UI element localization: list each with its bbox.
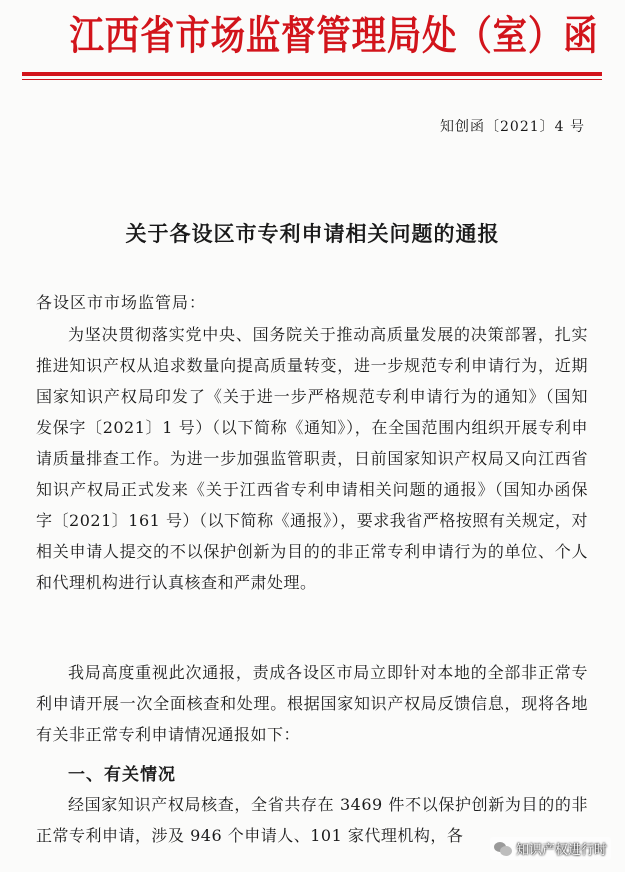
wechat-icon — [494, 842, 512, 856]
red-rule-thick — [22, 72, 602, 76]
addressee: 各设区市市场监管局： — [36, 293, 207, 312]
watermark-label: 知识产权进行时 — [515, 843, 607, 858]
watermark — [490, 837, 611, 860]
document-number: 知创函〔2021〕4 号 — [440, 119, 585, 135]
red-rule-thin — [22, 79, 602, 80]
paragraph-2: 我局高度重视此次通报，责成各设区市局立即针对本地的全部非正常专利申请开展一次全面核查和处理。根据国家知识产权局反馈信息，现将各地有关非正常专利申请情况通报如下： — [36, 663, 588, 744]
paragraph-1: 为坚决贯彻落实党中央、国务院关于推动高质量发展的决策部署，扎实推进知识产权从追求数量向提高质量转变，进一步规范专利申请行为，近期国家知识产权局印发了《关于进一步严格规范专利申请行为的通知》（国知发保字〔2021〕1 号）（以下简称《通知》），在全国范围内组织开展专利申请质量排查工作。为进一步加强监管职责，日前国家知识产权局又向江西省知识产权局正式发来《关于江西省专利申请相关问题的通报》（国知办函保字〔2021〕161 号）（以下简称《通报》），要求我省严格按照有关规定，对相关申请人提交的不以保护创新为目的的非正常专利申请行为的单位、个人和代理机构进行认真核查和严肃处理。 — [36, 325, 588, 592]
paragraph-3: 经国家知识产权局核查，全省共存在 3469 件不以保护创新为目的的非正常专利申请，涉及 946 个申请人、101 家代理机构，各 — [36, 795, 588, 845]
section-heading: 一、有关情况 — [68, 765, 176, 785]
issuer-title: 江西省市场监督管理局处（室）函 — [69, 13, 599, 59]
document-title: 关于各设区市专利申请相关问题的通报 — [125, 222, 500, 246]
